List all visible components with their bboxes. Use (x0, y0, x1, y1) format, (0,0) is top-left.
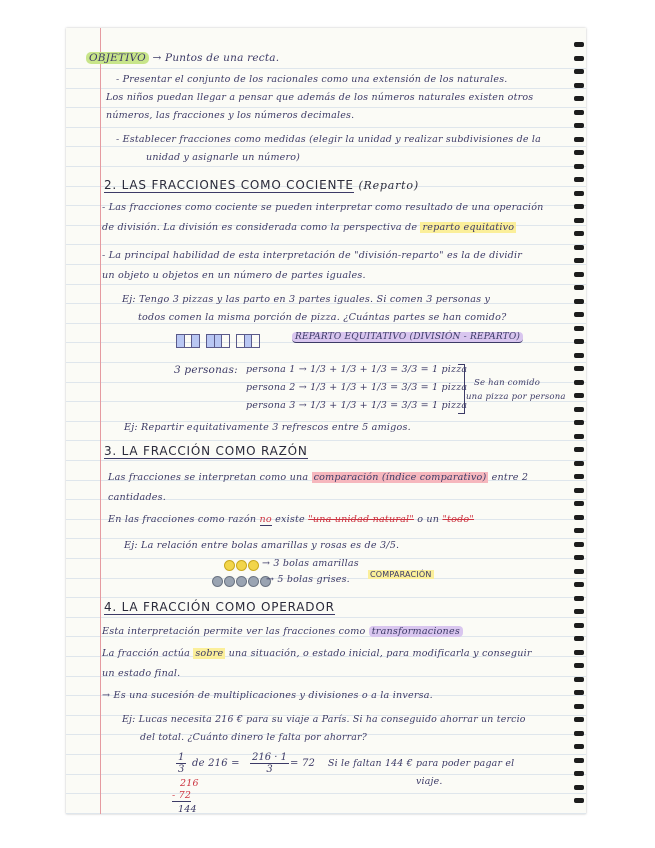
one-third-fraction (176, 752, 186, 775)
section4-p-line2c: una situación, o estado inicial, para modificarla y conseguir (228, 648, 532, 659)
spiral-coil (574, 123, 584, 128)
spiral-coil (574, 596, 584, 601)
spiral-coil (574, 555, 584, 560)
spiral-binding (572, 28, 586, 814)
spiral-coil (574, 150, 584, 155)
ruled-line (66, 460, 586, 461)
section3-p-line3a: En las fracciones como razón (108, 514, 257, 525)
section3-p-line1a: Las fracciones se interpretan como una (108, 472, 309, 483)
spiral-coil (574, 312, 584, 317)
ruled-line (66, 362, 586, 363)
spiral-coil (574, 690, 584, 695)
spiral-coil (574, 366, 584, 371)
transformaciones-highlight: transformaciones (369, 626, 463, 637)
grey-ball (236, 576, 247, 587)
comido-line2: una pizza por persona (466, 392, 566, 402)
comparacion-tag (368, 570, 434, 579)
ruled-line (66, 284, 586, 285)
spiral-coil (574, 258, 584, 263)
comido-line1: Se han comido (474, 378, 541, 388)
grey-ball (224, 576, 235, 587)
yellow-ball (248, 560, 259, 571)
reparto-equitativo-highlight: reparto equitativo (422, 222, 515, 233)
answer-line1: Si le faltan 144 € para poder pagar el (328, 758, 515, 769)
section4-p-line1a: Esta interpretación permite ver las fracciones como (102, 626, 366, 637)
section4-title: 4. LA FRACCIÓN COMO OPERADOR (104, 600, 335, 614)
calc-text-a: de 216 = (192, 758, 240, 769)
spiral-coil (574, 771, 584, 776)
ruled-line (66, 166, 586, 167)
section2-p-line2a: de división. La división es considerada como la perspectiva de (102, 222, 418, 233)
unidad-natural-struck: "una unidad natural" (308, 514, 414, 525)
spiral-coil (574, 42, 584, 47)
spiral-coil (574, 272, 584, 277)
objetivo-label: OBJETIVO (86, 52, 149, 64)
objetivo-line (86, 52, 279, 64)
ruled-line (66, 617, 586, 618)
spiral-coil (574, 474, 584, 479)
subtraction-result: 144 (178, 804, 197, 814)
fraction-denominator: 3 (178, 764, 185, 775)
spiral-coil (574, 56, 584, 61)
pizza-diagram (176, 334, 260, 348)
ruled-line (66, 244, 586, 245)
spiral-coil (574, 501, 584, 506)
spiral-coil (574, 663, 584, 668)
spiral-coil (574, 744, 584, 749)
spiral-coil (574, 569, 584, 574)
spiral-coil (574, 177, 584, 182)
personas-label: 3 personas: (174, 364, 238, 376)
spiral-coil (574, 623, 584, 628)
spiral-coil (574, 299, 584, 304)
yellow-ball (236, 560, 247, 571)
grey-ball (248, 576, 259, 587)
spiral-coil (574, 393, 584, 398)
spiral-coil (574, 677, 584, 682)
grises-label: → 5 bolas grises. (266, 574, 350, 585)
margin-line (100, 28, 101, 814)
section3-p-line1 (108, 472, 528, 483)
personas-bracket (458, 364, 465, 414)
bullet1-line1: - Presentar el conjunto de los racionales como una extensión de los naturales. (116, 74, 508, 85)
spiral-coil (574, 339, 584, 344)
persona1-line: persona 1 → 1/3 + 1/3 + 1/3 = 3/3 = 1 pizza (246, 364, 468, 375)
section3-p-line3c: existe (275, 514, 305, 525)
answer-line2: viaje. (416, 776, 443, 787)
notebook-page (66, 28, 586, 814)
ruled-line (66, 146, 586, 147)
ruled-line (66, 440, 586, 441)
section2-p-line3: - La principal habilidad de esta interpretación de "división-reparto" es la de dividir (102, 250, 523, 261)
bullet1-line3: números, las fracciones y los números decimales. (106, 110, 355, 121)
example1-line2: todos comen la misma porción de pizza. ¿Cuántas partes se han comido? (138, 312, 507, 323)
calc-fraction-numerator: 216 · 1 (252, 752, 287, 763)
pizza-2 (206, 334, 230, 348)
spiral-coil (574, 285, 584, 290)
no-word: no (259, 514, 272, 525)
spiral-coil (574, 96, 584, 101)
spiral-coil (574, 191, 584, 196)
spiral-coil (574, 434, 584, 439)
spiral-coil (574, 420, 584, 425)
spiral-coil (574, 731, 584, 736)
fraction-numerator: 1 (178, 752, 185, 763)
persona3-line: persona 3 → 1/3 + 1/3 + 1/3 = 3/3 = 1 pizza (246, 400, 468, 411)
ruled-line (66, 774, 586, 775)
section2-title: 2. LAS FRACCIONES COMO COCIENTE (104, 178, 354, 192)
example4-line1: Ej: Lucas necesita 216 € para su viaje a París. Si ha conseguido ahorrar un tercio (122, 714, 526, 725)
example1-line1: Ej: Tengo 3 pizzas y las parto en 3 partes iguales. Si comen 3 personas y (122, 294, 491, 305)
sobre-highlight: sobre (195, 648, 224, 659)
section2-p-line1: - Las fracciones como cociente se pueden interpretar como resultado de una operación (102, 202, 544, 213)
reparto-equitativo-label (292, 332, 523, 342)
section2-note: (Reparto) (358, 179, 419, 192)
ruled-line (66, 107, 586, 108)
spiral-coil (574, 798, 584, 803)
spiral-coil (574, 110, 584, 115)
section4-p-line4: → Es una sucesión de multiplicaciones y divisiones o a la inversa. (102, 690, 433, 701)
section3-p-line2: cantidades. (108, 492, 167, 503)
section3-heading (104, 444, 308, 458)
spiral-coil (574, 758, 584, 763)
todo-struck: "todo" (442, 514, 475, 525)
section4-p-line2a: La fracción actúa (102, 648, 191, 659)
amarillas-label: → 3 bolas amarillas (262, 558, 359, 569)
yellow-balls (224, 560, 259, 571)
yellow-ball (224, 560, 235, 571)
section4-p-line2 (102, 648, 532, 659)
spiral-coil (574, 326, 584, 331)
spiral-coil (574, 353, 584, 358)
reparto-label-text: REPARTO EQUITATIVO (DIVISIÓN - REPARTO) (292, 332, 523, 343)
spiral-coil (574, 164, 584, 169)
section2-p-line2 (102, 222, 516, 233)
subtraction-minuend: 216 (180, 778, 199, 789)
ruled-line (66, 127, 586, 128)
calc-text-b: = 72 (290, 758, 316, 769)
ruled-line (66, 264, 586, 265)
section4-heading (104, 600, 335, 614)
spiral-coil (574, 704, 584, 709)
grey-ball (212, 576, 223, 587)
spiral-coil (574, 717, 584, 722)
spiral-coil (574, 218, 584, 223)
section3-p-line3 (108, 514, 474, 525)
grey-balls (212, 576, 271, 587)
section4-p-line1 (102, 626, 463, 637)
pizza-1 (176, 334, 200, 348)
calc-fraction (250, 752, 289, 775)
comparacion-tag-text: COMPARACIÓN (370, 570, 432, 579)
spiral-coil (574, 542, 584, 547)
spiral-coil (574, 609, 584, 614)
section3-p-line1c: entre 2 (491, 472, 529, 483)
ruled-line (66, 597, 586, 598)
pizza-3 (236, 334, 260, 348)
section4-p-line3: un estado final. (102, 668, 181, 679)
section2-p-line4: un objeto u objetos en un número de partes iguales. (102, 270, 366, 281)
spiral-coil (574, 407, 584, 412)
spiral-coil (574, 83, 584, 88)
spiral-coil (574, 461, 584, 466)
section3-p-line3e: o un (417, 514, 440, 525)
spiral-coil (574, 231, 584, 236)
spiral-coil (574, 380, 584, 385)
ruled-line (66, 813, 586, 814)
spiral-coil (574, 69, 584, 74)
ruled-line (66, 754, 586, 755)
spiral-coil (574, 636, 584, 641)
spiral-coil (574, 785, 584, 790)
ruled-line (66, 793, 586, 794)
calc-fraction-denominator: 3 (266, 764, 273, 775)
spiral-coil (574, 528, 584, 533)
spiral-coil (574, 650, 584, 655)
spiral-coil (574, 488, 584, 493)
spiral-coil (574, 582, 584, 587)
spiral-coil (574, 515, 584, 520)
spiral-coil (574, 245, 584, 250)
bullet1-line2: Los niños puedan llegar a pensar que además de los números naturales existen otros (106, 92, 534, 103)
bullet2-line1: - Establecer fracciones como medidas (elegir la unidad y realizar subdivisiones de la (116, 134, 542, 145)
bullet2-line2: unidad y asignarle un número) (146, 152, 301, 163)
subtraction-subtrahend: - 72 (172, 790, 192, 801)
section2-heading (104, 178, 419, 192)
spiral-coil (574, 137, 584, 142)
persona2-line: persona 2 → 1/3 + 1/3 + 1/3 = 3/3 = 1 pizza (246, 382, 468, 393)
comparacion-highlight: comparación (índice comparativo) (313, 472, 487, 483)
example4-line2: del total. ¿Cuánto dinero le falta por ahorrar? (140, 732, 367, 743)
section3-title: 3. LA FRACCIÓN COMO RAZÓN (104, 444, 308, 458)
objetivo-text: → Puntos de una recta. (152, 52, 280, 64)
example3-line: Ej: La relación entre bolas amarillas y rosas es de 3/5. (124, 540, 400, 551)
ruled-line (66, 68, 586, 69)
spiral-coil (574, 204, 584, 209)
example2-line: Ej: Repartir equitativamente 3 refrescos entre 5 amigos. (124, 422, 411, 433)
ruled-line (66, 88, 586, 89)
spiral-coil (574, 447, 584, 452)
